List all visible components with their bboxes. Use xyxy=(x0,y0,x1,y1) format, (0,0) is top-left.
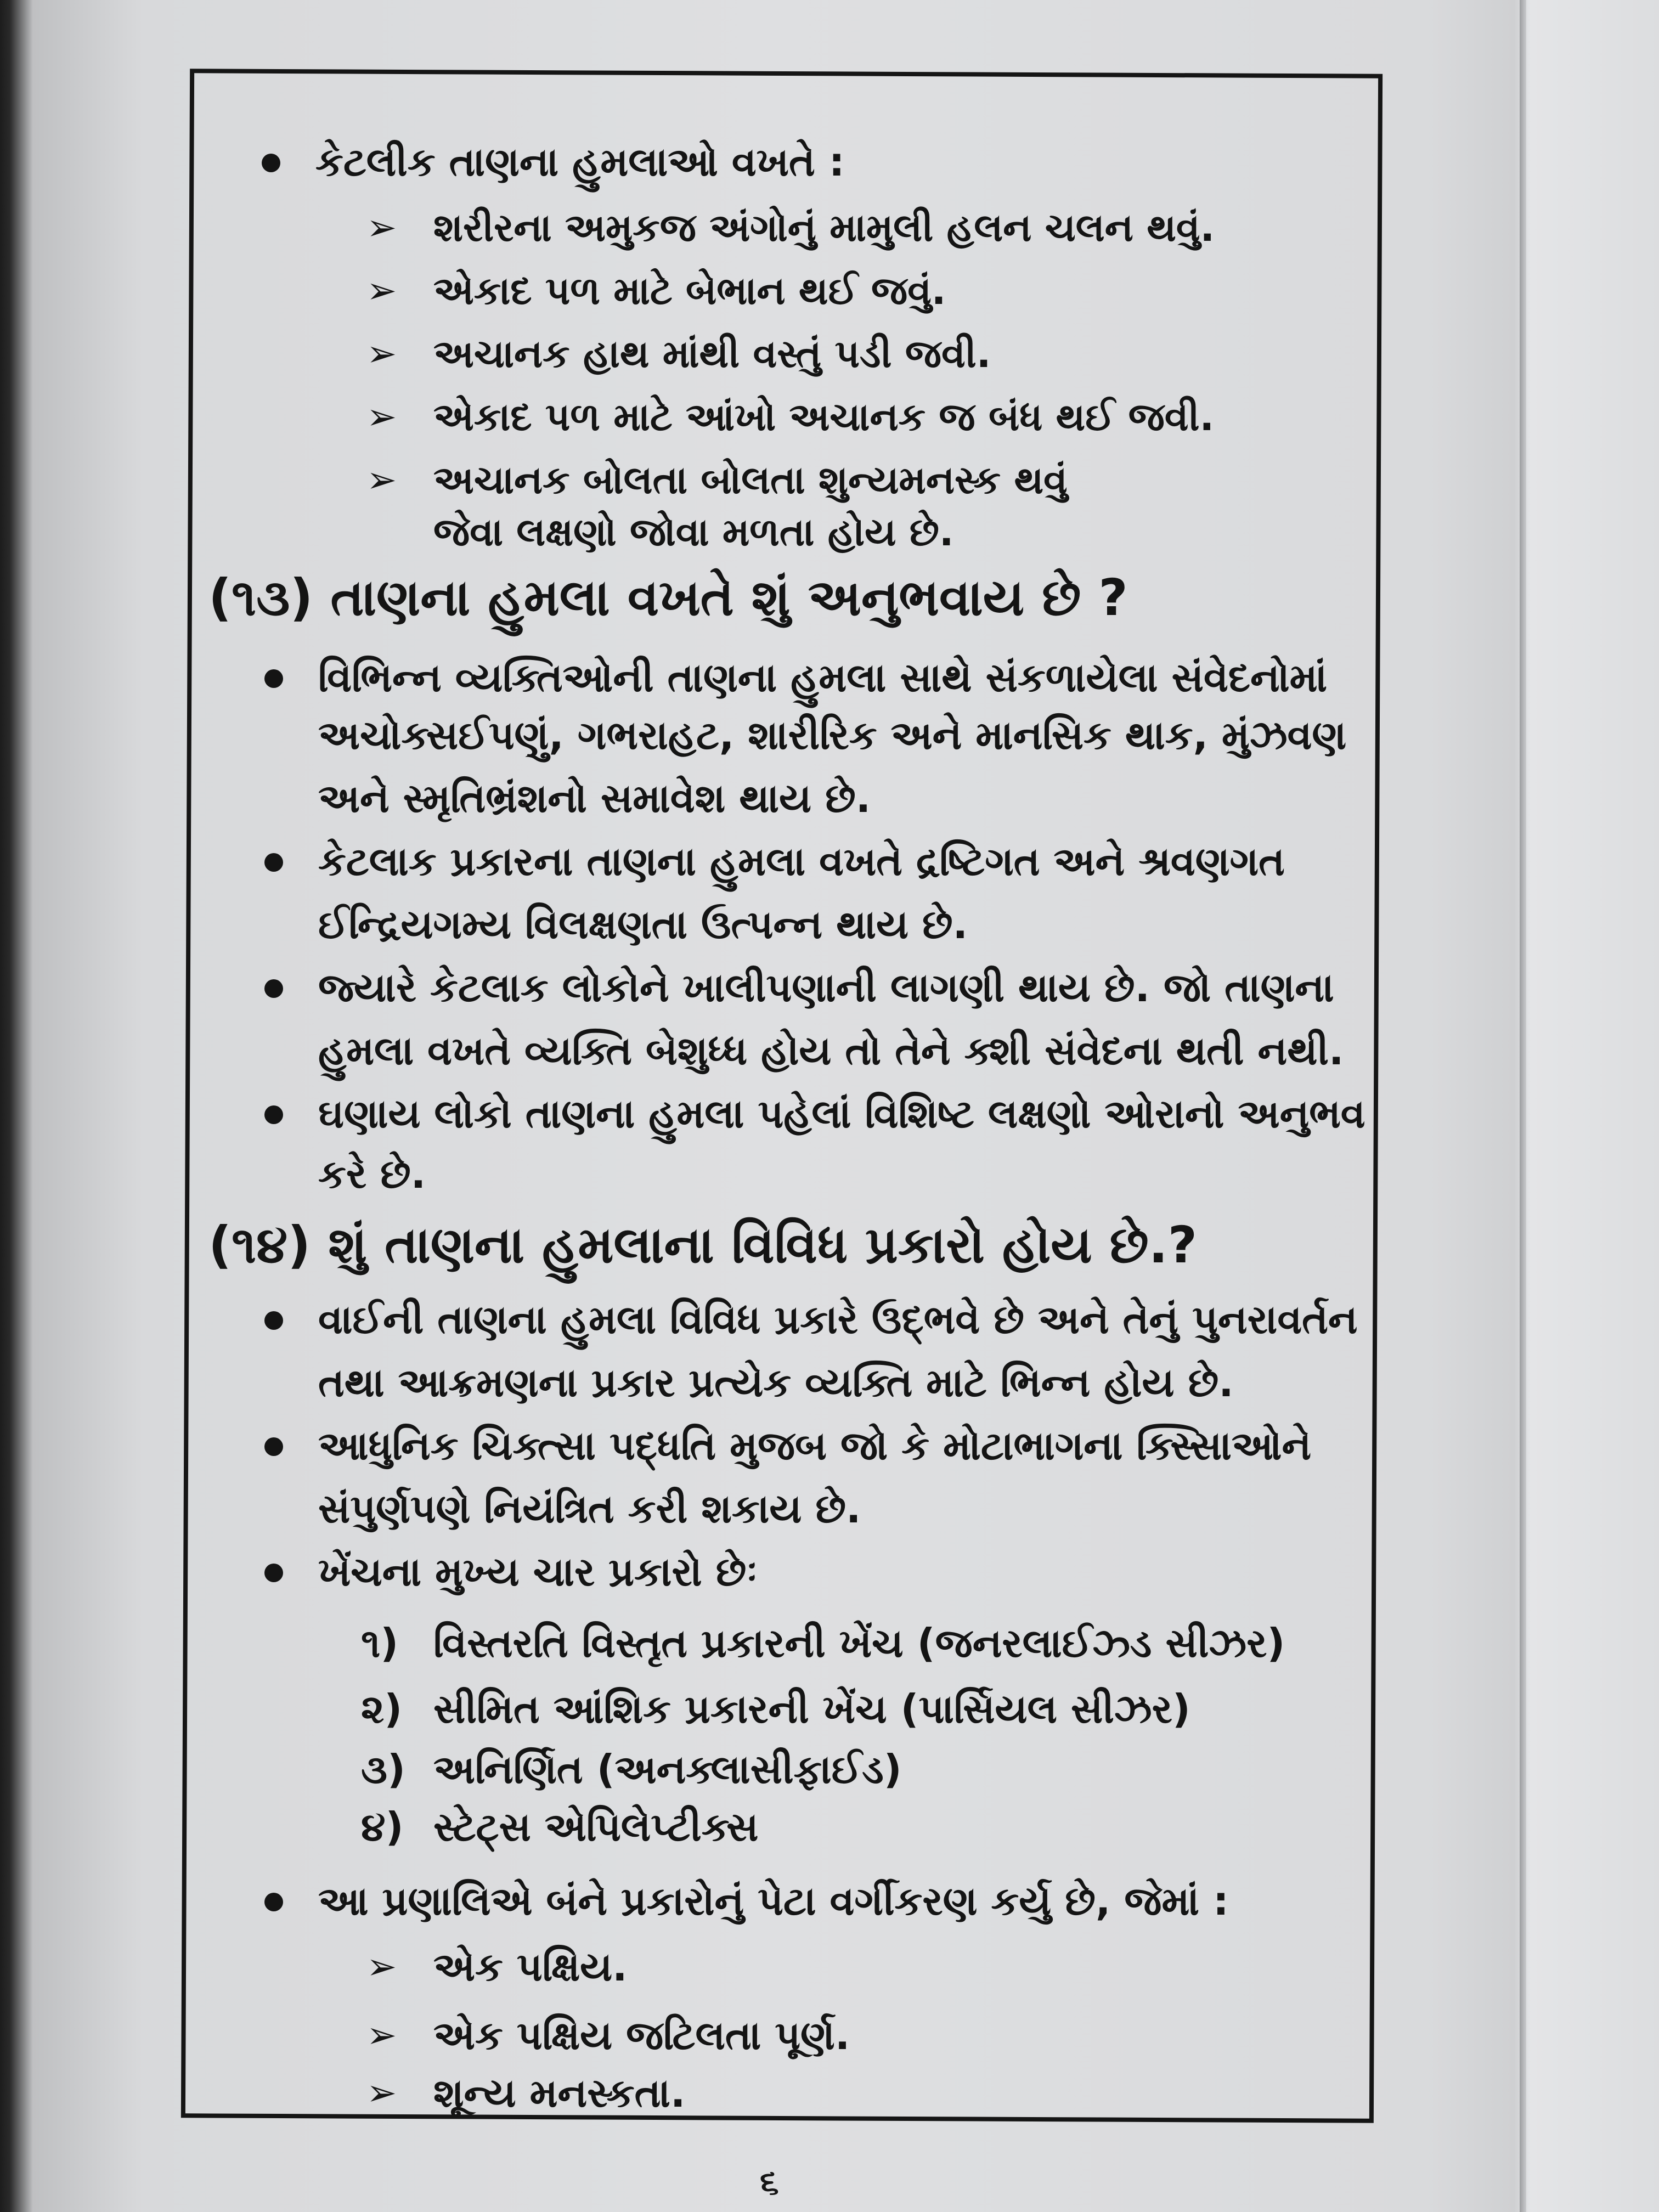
type-text: અનિર્ણિત (અનક્લાસીફાઈડ) xyxy=(433,1746,902,1792)
seizure-type-4 xyxy=(361,1802,759,1852)
s13-bullet-1-line-3: અને સ્મૃતિભ્રંશનો સમાવેશ થાય છે. xyxy=(318,775,871,821)
intro-point-text: એકાદ પળ માટે આંખો અચાનક જ બંધ થઈ જવી. xyxy=(433,394,1215,439)
s13-bullet-4-line-2: કરે છે. xyxy=(318,1151,426,1197)
section-14-heading: (૧૪) શું તાણના હુમલાના વિવિધ પ્રકારો હોય છે.? xyxy=(208,1216,1198,1274)
intro-point-text: શરીરના અમુકજ અંગોનું મામુલી હલન ચલન થવું. xyxy=(433,205,1215,250)
arrow-icon: ➢ xyxy=(366,1945,397,1988)
seizure-type-3 xyxy=(361,1745,902,1794)
s14-bullet-2-line-2: સંપુર્ણપણે નિયંત્રિત કરી શકાય છે. xyxy=(318,1486,861,1532)
type-number: ૧) xyxy=(361,1620,399,1666)
arrow-icon: ➢ xyxy=(366,2072,397,2114)
intro-point-2 xyxy=(366,266,946,315)
s13-bullet-4-line-1: ઘણાય લોકો તાણના હુમલા પહેલાં વિશિષ્ટ લક્ષણો ઓરાનો અનુભવ xyxy=(318,1089,1365,1138)
s14-bullet-1-line-2: તથા આક્રમણના પ્રકાર પ્રત્યેક વ્યક્તિ માટે ભિન્ન હોય છે. xyxy=(318,1359,1234,1406)
arrow-icon: ➢ xyxy=(366,459,397,501)
intro-point-text: અચાનક હાથ માંથી વસ્તું પડી જવી. xyxy=(433,331,991,376)
page-number: ૬ xyxy=(760,2162,779,2202)
intro-point-5 xyxy=(366,455,1068,505)
section-13-heading: (૧૩) તાણના હુમલા વખતે શું અનુભવાય છે ? xyxy=(208,568,1128,627)
s13-bullet-3-line-2: હુમલા વખતે વ્યક્તિ બેશુધ્ધ હોય તો તેને ક્શી સંવેદના થતી નથી. xyxy=(318,1028,1344,1074)
type-number: ૩) xyxy=(361,1746,405,1792)
s13-bullet-2-line-1: કેટલાક પ્રકારના તાણના હુમલા વખતે દ્રષ્ટિગત અને શ્રવણગત xyxy=(318,837,1285,886)
intro-end: જેવા લક્ષણો જોવા મળતા હોય છે. xyxy=(433,510,954,555)
s14-bullet-3: ખેંચના મુખ્ય ચાર પ્રકારો છેઃ xyxy=(318,1547,758,1596)
sub-point-text: એક પક્ષિય જટિલતા પૂર્ણ. xyxy=(433,2012,850,2058)
intro-point-text: અચાનક બોલતા બોલતા શુન્યમનસ્ક થવું xyxy=(433,458,1068,503)
type-text: સ્ટેટ્સ એપિલેપ્ટીક્સ xyxy=(433,1804,759,1850)
arrow-icon: ➢ xyxy=(366,396,397,438)
type-number: ૨) xyxy=(361,1686,403,1732)
sub-point-2 xyxy=(366,2011,850,2060)
next-page-edge xyxy=(1520,0,1526,2212)
intro-point-3 xyxy=(366,329,991,379)
arrow-icon: ➢ xyxy=(366,2014,397,2056)
intro-point-1 xyxy=(366,203,1215,252)
arrow-icon: ➢ xyxy=(366,269,397,312)
s14-bullet-4: આ પ્રણાલિએ બંને પ્રકારોનું પેટા વર્ગીકરણ કર્યુ છે, જેમાં : xyxy=(318,1876,1229,1926)
intro-point-text: એકાદ પળ માટે બેભાન થઈ જવું. xyxy=(433,268,946,313)
s14-bullet-2-line-1: આધુનિક ચિક્ત્સા પદ્ધતિ મુજબ જો કે મોટાભાગના ક્સ્સિાઓને xyxy=(318,1421,1311,1470)
sub-point-1 xyxy=(366,1942,628,1991)
arrow-icon: ➢ xyxy=(366,206,397,249)
seizure-type-2 xyxy=(361,1684,1190,1734)
type-text: સીમિત આંશિક પ્રકારની ખેંચ (પાર્સિયલ સીઝર) xyxy=(433,1686,1190,1732)
type-text: વિસ્તરતિ વિસ્તૃત પ્રકારની ખેંચ (જનરલાઈઝ્ડ સીઝર) xyxy=(433,1620,1285,1666)
s13-bullet-1-line-1: વિભિન્ન વ્યક્તિઓની તાણના હુમલા સાથે સંકળાયેલા સંવેદનોમાં xyxy=(318,653,1327,702)
sub-point-3 xyxy=(366,2068,686,2118)
arrow-icon: ➢ xyxy=(366,332,397,375)
intro-point-4 xyxy=(366,392,1215,442)
seizure-type-1 xyxy=(361,1618,1285,1668)
intro-bullet: કેટલીક તાણના હુમલાઓ વખતે : xyxy=(315,137,845,187)
s13-bullet-3-line-1: જ્યારે કેટલાક લોકોને ખાલીપણાની લાગણી થાય છે. જો તાણના xyxy=(318,963,1334,1012)
sub-point-text: એક પક્ષિય. xyxy=(433,1944,628,1990)
s14-bullet-1-line-1: વાઈની તાણના હુમલા વિવિધ પ્રકારે ઉદ્ભવે છે અને તેનું પુનરાવર્તન xyxy=(318,1295,1358,1344)
s13-bullet-2-line-2: ઈન્દ્રિયગમ્ય વિલક્ષણતા ઉત્પન્ન થાય છે. xyxy=(318,901,968,947)
s13-bullet-1-line-2: અચોક્સઈપણું, ગભરાહટ, શારીરિક અને માનસિક થાક, મુંઝવણ xyxy=(318,712,1347,758)
sub-point-text: શૂન્ય મનસ્કતા. xyxy=(433,2070,686,2116)
type-number: ૪) xyxy=(361,1804,404,1850)
